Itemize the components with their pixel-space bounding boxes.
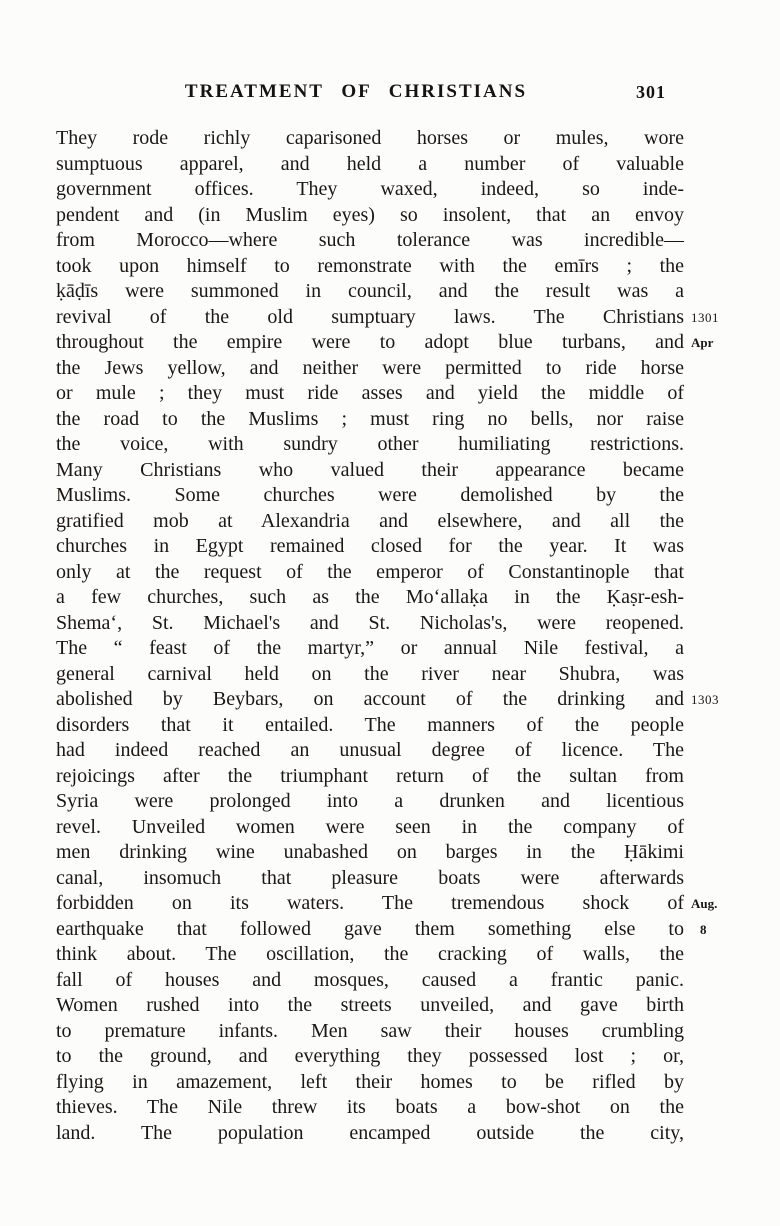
text-line: from Morocco—where such tolerance was incredible— [56,229,684,251]
text-line: pendent and (in Muslim eyes) so insolent, that an envoy [56,203,684,226]
margin-note: 1303 [691,692,719,707]
margin-note: Aug. [691,896,718,911]
text-line: revel. Unveiled women were seen in the company of [56,815,684,838]
text-line: ḳāḍīs were summoned in council, and the result was a [56,280,684,302]
text-line: Muslims. Some churches were demolished by the [56,484,684,506]
text-line: to premature infants. Men saw their houses crumbling [56,1019,684,1042]
text-line: land. The population encamped outside the city, [56,1121,684,1144]
text-line: Many Christians who valued their appearance became [56,458,684,481]
margin-note: 1301 [691,309,719,325]
text-line: fall of houses and mosques, caused a frantic panic. [56,968,684,991]
text-line: to the ground, and everything they possessed lost ; or, [56,1045,684,1067]
text-line: The “ feast of the martyr,” or annual Nile festival, a [56,637,684,659]
text-line: churches in Egypt remained closed for the year. It was [56,535,684,557]
text-line: rejoicings after the triumphant return of the sultan from [56,764,684,787]
text-line: flying in amazement, left their homes to be rifled by [56,1070,684,1093]
text-line: gratified mob at Alexandria and elsewhere, and all the [56,509,684,532]
text-line: thieves. The Nile threw its boats a bow-shot on the [56,1096,684,1118]
body-text [56,126,684,1146]
text-line: had indeed reached an unusual degree of licence. The [56,739,684,761]
text-line: the voice, with sundry other humiliating restrictions. [56,433,684,455]
text-line: a few churches, such as the Mo‘allaḳa in the Ḳaṣr-esh- [56,586,684,608]
page-title: TREATMENT OF CHRISTIANS [184,81,528,102]
text-line: earthquake that followed gave them something else to [56,917,684,940]
text-line: men drinking wine unabashed on barges in the Ḥākimi [56,841,684,863]
text-line: only at the request of the emperor of Constantinople that [56,560,684,583]
text-line: the road to the Muslims ; must ring no bells, nor raise [56,407,684,430]
text-line: or mule ; they must ride asses and yield the middle of [56,382,684,404]
margin-note: 8 [700,921,707,937]
text-line: think about. The oscillation, the cracking of walls, the [56,943,684,965]
text-line: forbidden on its waters. The tremendous shock of [56,892,684,914]
text-line: Syria were prolonged into a drunken and licentious [56,790,684,812]
text-line: disorders that it entailed. The manners of the people [56,713,684,736]
running-head [0,81,780,105]
text-line: abolished by Beybars, on account of the drinking and [56,688,684,710]
text-line: took upon himself to remonstrate with the emīrs ; the [56,254,684,277]
text-line: government offices. They waxed, indeed, so inde- [56,178,684,200]
text-line: They rode richly caparisoned horses or mules, wore [56,127,684,149]
text-line: general carnival held on the river near Shubra, was [56,662,684,685]
text-line: canal, insomuch that pleasure boats were afterwards [56,866,684,889]
text-line: Women rushed into the streets unveiled, and gave birth [56,994,684,1016]
text-line: sumptuous apparel, and held a number of valuable [56,152,684,175]
text-line: the Jews yellow, and neither were permitted to ride horse [56,356,684,379]
text-line: Shema‘, St. Michael's and St. Nicholas's, were reopened. [56,611,684,634]
text-line: throughout the empire were to adopt blue turbans, and [56,331,684,353]
text-line: revival of the old sumptuary laws. The Christians [56,305,684,328]
margin-note: Apr [691,335,714,350]
page-number: 301 [636,82,666,102]
